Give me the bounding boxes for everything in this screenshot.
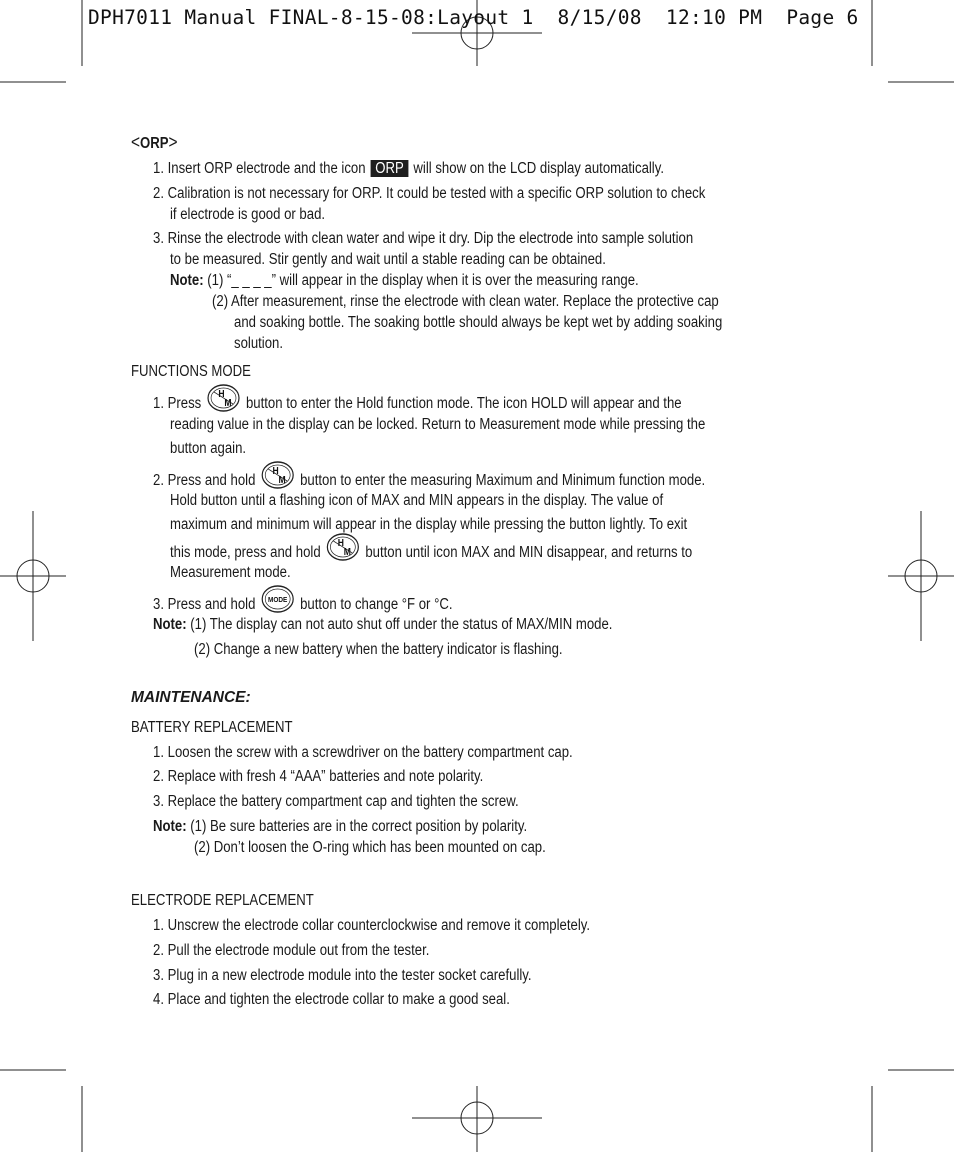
orp-step-2-line-1: 2. Calibration is not necessary for ORP. It could be tested with a specific ORP solution to check xyxy=(153,185,706,202)
note-label: Note: xyxy=(170,272,204,289)
battery-step-1: 1. Loosen the screw with a screwdriver on the battery compartment cap. xyxy=(153,744,573,761)
functions-step-2-line-4: this mode, press and hold H M button until icon MAX and MIN disappear, and returns to xyxy=(170,538,777,568)
functions-step-2-line-1: 2. Press and hold H M button to enter the measuring Maximum and Minimum function mode. xyxy=(153,466,795,496)
functions-step-2-line-2: Hold button until a flashing icon of MAX and MIN appears in the display. The value of xyxy=(170,492,664,509)
note-label: Note: xyxy=(153,616,187,633)
functions-note-1: Note: (1) The display can not auto shut off under the status of MAX/MIN mode. xyxy=(153,616,613,633)
hold-max-min-button-icon xyxy=(326,532,360,568)
note-label: Note: xyxy=(153,818,187,835)
battery-step-3: 3. Replace the battery compartment cap and tighten the screw. xyxy=(153,793,519,810)
orp-step-2-line-2: if electrode is good or bad. xyxy=(170,206,326,223)
registration-mark-left xyxy=(0,511,66,641)
orp-note-2-line-3: solution. xyxy=(234,335,284,352)
orp-lcd-icon: ORP xyxy=(371,160,408,177)
print-slug-line: DPH7011 Manual FINAL-8-15-08:Layout 1 8/15/08 12:10 PM Page 6 xyxy=(88,6,859,29)
functions-note-2: (2) Change a new battery when the battery indicator is flashing. xyxy=(194,641,563,658)
functions-step-1-line-1: 1. Press H M button to enter the Hold function mode. The icon HOLD will appear and the xyxy=(153,389,768,419)
angle-open: < xyxy=(131,132,141,152)
svg-text:MODE: MODE xyxy=(268,596,288,605)
functions-mode-heading: FUNCTIONS MODE xyxy=(131,363,251,380)
angle-close: > xyxy=(168,132,178,152)
battery-heading: BATTERY REPLACEMENT xyxy=(131,719,293,736)
functions-step-2-line-3: maximum and minimum will appear in the display while pressing the button lightly. To exit xyxy=(170,516,688,533)
svg-text:H: H xyxy=(218,388,225,400)
svg-text:H: H xyxy=(272,465,279,477)
svg-text:M: M xyxy=(224,397,232,409)
orp-step-3-line-1: 3. Rinse the electrode with clean water and wipe it dry. Dip the electrode into sample solution xyxy=(153,230,694,247)
registration-mark-bottom xyxy=(412,1086,542,1152)
svg-text:M: M xyxy=(278,474,286,486)
electrode-step-2: 2. Pull the electrode module out from the tester. xyxy=(153,942,430,959)
orp-note-1: Note: (1) “_ _ _ _” will appear in the display when it is over the measuring range. xyxy=(170,272,639,289)
orp-heading xyxy=(131,132,185,154)
orp-step-3-line-2: to be measured. Stir gently and wait until a stable reading can be obtained. xyxy=(170,251,606,268)
battery-step-2: 2. Replace with fresh 4 “AAA” batteries and note polarity. xyxy=(153,768,484,785)
orp-step-1: 1. Insert ORP electrode and the icon ORP will show on the LCD display automatically. xyxy=(153,160,664,177)
functions-step-1-line-2: reading value in the display can be locked. Return to Measurement mode while pressing the xyxy=(170,416,706,433)
battery-note-1: Note: (1) Be sure batteries are in the correct position by polarity. xyxy=(153,818,528,835)
electrode-step-4: 4. Place and tighten the electrode collar to make a good seal. xyxy=(153,991,510,1008)
svg-text:H: H xyxy=(337,537,345,549)
functions-step-2-line-5: Measurement mode. xyxy=(170,564,291,581)
orp-note-2-line-1: (2) After measurement, rinse the electrode with clean water. Replace the protective cap xyxy=(212,293,719,310)
orp-note-2-line-2: and soaking bottle. The soaking bottle should always be kept wet by adding soaking xyxy=(234,314,723,331)
electrode-heading: ELECTRODE REPLACEMENT xyxy=(131,892,314,909)
orp-heading-text: ORP xyxy=(140,135,169,152)
functions-step-3: 3. Press and hold MODE button to change °F or °C. xyxy=(153,590,501,620)
svg-text:M: M xyxy=(343,546,352,558)
battery-note-2: (2) Don’t loosen the O-ring which has been mounted on cap. xyxy=(194,839,546,856)
maintenance-heading: MAINTENANCE: xyxy=(131,689,251,706)
electrode-step-1: 1. Unscrew the electrode collar counterclockwise and remove it completely. xyxy=(153,917,591,934)
electrode-step-3: 3. Plug in a new electrode module into the tester socket carefully. xyxy=(153,967,532,984)
functions-step-1-line-3: button again. xyxy=(170,440,247,457)
registration-mark-right xyxy=(888,511,954,641)
